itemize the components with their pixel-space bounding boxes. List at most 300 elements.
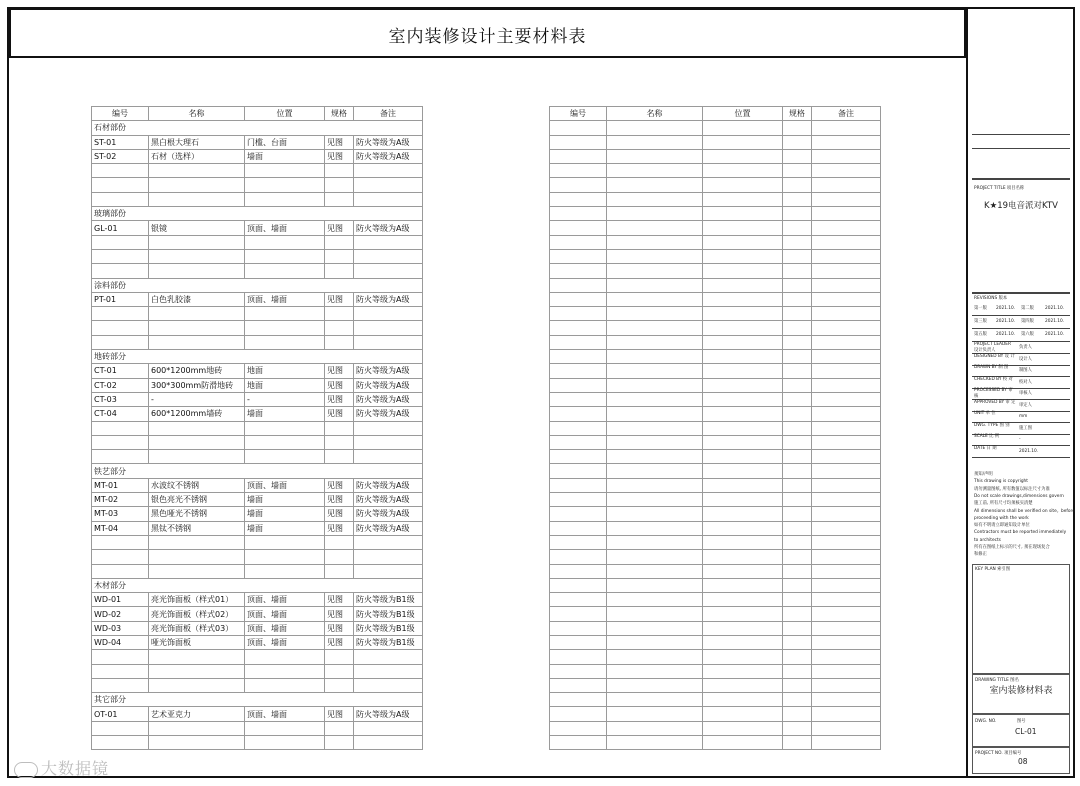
code-cell: WD-01 bbox=[92, 593, 149, 607]
empty-cell bbox=[783, 707, 812, 721]
drawing-title-label: DRAWING TITLE 图名 bbox=[975, 678, 1019, 683]
empty-cell bbox=[812, 350, 881, 364]
name-cell bbox=[149, 564, 245, 578]
location-cell bbox=[245, 535, 325, 549]
code-cell bbox=[92, 421, 149, 435]
table-row bbox=[92, 292, 423, 306]
empty-row bbox=[550, 292, 881, 306]
empty-cell bbox=[783, 292, 812, 306]
empty-cell bbox=[550, 450, 607, 464]
empty-cell bbox=[607, 221, 703, 235]
revision-entry: 2021.10. bbox=[996, 319, 1016, 324]
empty-cell bbox=[812, 593, 881, 607]
copyright-note: 所有在图纸上标示的尺寸, 须在现场复合 bbox=[974, 545, 1050, 550]
spec-cell bbox=[325, 678, 354, 692]
empty-cell bbox=[550, 364, 607, 378]
location-cell bbox=[245, 564, 325, 578]
empty-cell bbox=[607, 593, 703, 607]
empty-row bbox=[92, 421, 423, 435]
header-row bbox=[92, 107, 423, 121]
empty-cell bbox=[607, 435, 703, 449]
empty-cell bbox=[607, 249, 703, 263]
table-row bbox=[92, 621, 423, 635]
spec-cell bbox=[325, 650, 354, 664]
code-cell bbox=[92, 249, 149, 263]
empty-cell bbox=[703, 507, 783, 521]
section-heading: 玻璃部份 bbox=[92, 207, 423, 221]
remark-cell: 防火等级为A级 bbox=[354, 221, 423, 235]
title-block-divider bbox=[966, 8, 968, 776]
empty-cell bbox=[550, 707, 607, 721]
remark-cell: 防火等级为B1级 bbox=[354, 635, 423, 649]
role-value: 校对人 bbox=[1019, 379, 1032, 385]
empty-cell bbox=[607, 350, 703, 364]
code-cell: WD-02 bbox=[92, 607, 149, 621]
empty-cell bbox=[812, 450, 881, 464]
name-cell: 亮光饰面板（样式01） bbox=[149, 593, 245, 607]
empty-cell bbox=[812, 392, 881, 406]
empty-row bbox=[550, 235, 881, 249]
location-cell: 顶面、墙面 bbox=[245, 221, 325, 235]
empty-row bbox=[550, 493, 881, 507]
empty-row bbox=[550, 135, 881, 149]
empty-cell bbox=[783, 678, 812, 692]
project-name: K★19电音派对KTV bbox=[984, 201, 1058, 211]
empty-cell bbox=[783, 507, 812, 521]
spec-cell: 见图 bbox=[325, 364, 354, 378]
spec-cell bbox=[325, 721, 354, 735]
empty-cell bbox=[783, 249, 812, 263]
name-cell: 白色乳胶漆 bbox=[149, 292, 245, 306]
empty-cell bbox=[812, 249, 881, 263]
empty-cell bbox=[550, 278, 607, 292]
spec-cell bbox=[325, 335, 354, 349]
section-heading: 其它部分 bbox=[92, 693, 423, 707]
name-cell: - bbox=[149, 392, 245, 406]
empty-cell bbox=[812, 164, 881, 178]
empty-cell bbox=[783, 464, 812, 478]
location-cell bbox=[245, 721, 325, 735]
empty-row bbox=[550, 278, 881, 292]
copyright-note: 须知/声明 bbox=[974, 472, 993, 477]
empty-cell bbox=[607, 535, 703, 549]
empty-cell bbox=[550, 478, 607, 492]
revision-entry: 2021.10. bbox=[1045, 306, 1065, 311]
code-cell bbox=[92, 650, 149, 664]
empty-cell bbox=[550, 564, 607, 578]
empty-cell bbox=[812, 378, 881, 392]
empty-row bbox=[550, 335, 881, 349]
name-cell bbox=[149, 249, 245, 263]
empty-cell bbox=[783, 149, 812, 163]
section-row bbox=[92, 207, 423, 221]
role-value: 负责人 bbox=[1019, 345, 1032, 350]
empty-cell bbox=[812, 435, 881, 449]
empty-cell bbox=[607, 192, 703, 206]
empty-cell bbox=[607, 736, 703, 750]
empty-cell bbox=[812, 264, 881, 278]
empty-cell bbox=[703, 593, 783, 607]
copyright-note: Do not scale drawings,dimensions govern bbox=[974, 493, 1064, 499]
empty-cell bbox=[703, 264, 783, 278]
location-cell: 顶面、墙面 bbox=[245, 707, 325, 721]
code-cell bbox=[92, 435, 149, 449]
empty-row bbox=[550, 521, 881, 535]
empty-cell bbox=[607, 550, 703, 564]
name-cell bbox=[149, 550, 245, 564]
code-cell: CT-03 bbox=[92, 392, 149, 406]
empty-cell bbox=[550, 149, 607, 163]
location-cell: 顶面、墙面 bbox=[245, 621, 325, 635]
empty-cell bbox=[607, 321, 703, 335]
empty-cell bbox=[812, 235, 881, 249]
empty-cell bbox=[703, 307, 783, 321]
empty-cell bbox=[783, 478, 812, 492]
remark-cell: 防火等级为A级 bbox=[354, 292, 423, 306]
empty-cell bbox=[812, 192, 881, 206]
empty-cell bbox=[607, 564, 703, 578]
location-cell bbox=[245, 178, 325, 192]
code-cell: MT-04 bbox=[92, 521, 149, 535]
remark-cell bbox=[354, 650, 423, 664]
empty-cell bbox=[812, 335, 881, 349]
empty-row bbox=[92, 564, 423, 578]
section-heading: 铁艺部分 bbox=[92, 464, 423, 478]
section-heading: 地砖部分 bbox=[92, 350, 423, 364]
empty-cell bbox=[812, 307, 881, 321]
empty-cell bbox=[703, 321, 783, 335]
empty-cell bbox=[550, 607, 607, 621]
role-value: 设计人 bbox=[1019, 356, 1032, 362]
drawing-title: 室内装修材料表 bbox=[989, 686, 1053, 696]
role-label: PROCESSED BY 审 核 bbox=[974, 388, 1013, 399]
spec-cell: 见图 bbox=[325, 378, 354, 392]
code-cell bbox=[92, 178, 149, 192]
table-row bbox=[92, 593, 423, 607]
empty-cell bbox=[703, 521, 783, 535]
spec-cell bbox=[325, 264, 354, 278]
empty-cell bbox=[607, 178, 703, 192]
empty-row bbox=[550, 364, 881, 378]
empty-cell bbox=[812, 364, 881, 378]
code-cell: OT-01 bbox=[92, 707, 149, 721]
empty-cell bbox=[703, 678, 783, 692]
section-row bbox=[92, 121, 423, 135]
empty-cell bbox=[703, 535, 783, 549]
remark-cell bbox=[354, 178, 423, 192]
role-value: - bbox=[1019, 437, 1021, 442]
empty-row bbox=[92, 249, 423, 263]
empty-cell bbox=[703, 178, 783, 192]
location-cell: 墙面 bbox=[245, 407, 325, 421]
empty-cell bbox=[607, 507, 703, 521]
empty-cell bbox=[607, 264, 703, 278]
empty-row bbox=[92, 321, 423, 335]
empty-cell bbox=[607, 149, 703, 163]
empty-cell bbox=[550, 635, 607, 649]
code-cell bbox=[92, 550, 149, 564]
watermark-text: 大数据镜 bbox=[41, 759, 110, 778]
empty-cell bbox=[703, 249, 783, 263]
empty-cell bbox=[550, 307, 607, 321]
spec-cell bbox=[325, 178, 354, 192]
spec-cell bbox=[325, 192, 354, 206]
copyright-note: 如有不明请立即通知设计单位 bbox=[974, 523, 1030, 529]
project-no: 08 bbox=[1018, 757, 1028, 766]
empty-cell bbox=[607, 707, 703, 721]
empty-cell bbox=[550, 664, 607, 678]
dwg-no: CL-01 bbox=[1015, 727, 1037, 736]
name-cell: 黑钛不锈钢 bbox=[149, 521, 245, 535]
empty-cell bbox=[812, 535, 881, 549]
empty-cell bbox=[703, 192, 783, 206]
column-header: 名称 bbox=[607, 107, 703, 121]
empty-cell bbox=[703, 335, 783, 349]
empty-row bbox=[92, 178, 423, 192]
section-row bbox=[92, 350, 423, 364]
code-cell bbox=[92, 321, 149, 335]
empty-row bbox=[550, 392, 881, 406]
location-cell bbox=[245, 335, 325, 349]
column-header: 编号 bbox=[92, 107, 149, 121]
empty-cell bbox=[783, 321, 812, 335]
remark-cell bbox=[354, 664, 423, 678]
name-cell bbox=[149, 264, 245, 278]
code-cell: PT-01 bbox=[92, 292, 149, 306]
code-cell: MT-03 bbox=[92, 507, 149, 521]
empty-row bbox=[92, 164, 423, 178]
empty-cell bbox=[607, 207, 703, 221]
location-cell: 顶面、墙面 bbox=[245, 478, 325, 492]
code-cell: WD-03 bbox=[92, 621, 149, 635]
empty-row bbox=[550, 307, 881, 321]
code-cell bbox=[92, 235, 149, 249]
location-cell: 墙面 bbox=[245, 507, 325, 521]
empty-cell bbox=[550, 407, 607, 421]
table-row bbox=[92, 521, 423, 535]
location-cell bbox=[245, 307, 325, 321]
empty-cell bbox=[783, 307, 812, 321]
spec-cell: 见图 bbox=[325, 493, 354, 507]
empty-row bbox=[550, 678, 881, 692]
empty-row bbox=[550, 621, 881, 635]
empty-cell bbox=[703, 550, 783, 564]
code-cell bbox=[92, 564, 149, 578]
remark-cell bbox=[354, 235, 423, 249]
role-divider bbox=[972, 457, 1070, 458]
section-row bbox=[92, 578, 423, 592]
header-row bbox=[550, 107, 881, 121]
copyright-note: 施工前, 所有尺寸均须核实清楚 bbox=[974, 501, 1033, 507]
empty-cell bbox=[783, 264, 812, 278]
remark-cell bbox=[354, 321, 423, 335]
role-value: 2021.10. bbox=[1019, 448, 1039, 454]
empty-cell bbox=[783, 350, 812, 364]
empty-cell bbox=[703, 721, 783, 735]
empty-cell bbox=[703, 121, 783, 135]
revision-divider bbox=[972, 328, 1070, 329]
empty-cell bbox=[812, 478, 881, 492]
empty-cell bbox=[812, 550, 881, 564]
remark-cell bbox=[354, 736, 423, 750]
empty-row bbox=[550, 664, 881, 678]
code-cell bbox=[92, 450, 149, 464]
empty-cell bbox=[703, 135, 783, 149]
empty-cell bbox=[607, 450, 703, 464]
code-cell: ST-01 bbox=[92, 135, 149, 149]
role-label: DESIGNED BY 设 计 bbox=[974, 353, 1015, 359]
spec-cell bbox=[325, 435, 354, 449]
location-cell bbox=[245, 421, 325, 435]
revision-entry: 2021.10. bbox=[1045, 319, 1065, 324]
empty-cell bbox=[783, 192, 812, 206]
name-cell bbox=[149, 307, 245, 321]
empty-cell bbox=[703, 350, 783, 364]
empty-cell bbox=[550, 593, 607, 607]
remark-cell: 防火等级为B1级 bbox=[354, 607, 423, 621]
spec-cell bbox=[325, 421, 354, 435]
remark-cell bbox=[354, 307, 423, 321]
remark-cell: 防火等级为A级 bbox=[354, 135, 423, 149]
empty-cell bbox=[812, 464, 881, 478]
empty-cell bbox=[812, 407, 881, 421]
empty-cell bbox=[607, 307, 703, 321]
location-cell bbox=[245, 249, 325, 263]
spec-cell: 见图 bbox=[325, 478, 354, 492]
name-cell: 艺术亚克力 bbox=[149, 707, 245, 721]
empty-cell bbox=[607, 621, 703, 635]
empty-row bbox=[92, 736, 423, 750]
empty-cell bbox=[550, 221, 607, 235]
name-cell: 银色亮光不锈钢 bbox=[149, 493, 245, 507]
watermark-logo-icon bbox=[14, 762, 38, 778]
empty-row bbox=[550, 407, 881, 421]
spec-cell bbox=[325, 235, 354, 249]
empty-row bbox=[92, 650, 423, 664]
empty-row bbox=[550, 507, 881, 521]
role-value: 审核人 bbox=[1019, 391, 1032, 396]
empty-row bbox=[92, 450, 423, 464]
empty-cell bbox=[812, 650, 881, 664]
empty-cell bbox=[550, 678, 607, 692]
column-header: 规格 bbox=[783, 107, 812, 121]
empty-cell bbox=[703, 421, 783, 435]
empty-cell bbox=[550, 693, 607, 707]
copyright-note: 请勿测量图纸, 所有数值以标注尺寸为准 bbox=[974, 486, 1050, 492]
name-cell bbox=[149, 178, 245, 192]
column-header: 位置 bbox=[245, 107, 325, 121]
empty-cell bbox=[703, 635, 783, 649]
empty-cell bbox=[812, 421, 881, 435]
empty-cell bbox=[812, 607, 881, 621]
empty-row bbox=[550, 192, 881, 206]
empty-cell bbox=[812, 693, 881, 707]
empty-cell bbox=[703, 707, 783, 721]
empty-row bbox=[550, 435, 881, 449]
column-header: 备注 bbox=[354, 107, 423, 121]
empty-cell bbox=[550, 621, 607, 635]
location-cell bbox=[245, 678, 325, 692]
empty-cell bbox=[607, 635, 703, 649]
empty-cell bbox=[783, 736, 812, 750]
empty-row bbox=[550, 635, 881, 649]
section-heading: 木材部分 bbox=[92, 578, 423, 592]
empty-row bbox=[550, 421, 881, 435]
empty-cell bbox=[783, 335, 812, 349]
location-cell: 顶面、墙面 bbox=[245, 593, 325, 607]
empty-cell bbox=[783, 207, 812, 221]
empty-cell bbox=[607, 464, 703, 478]
section-row bbox=[92, 464, 423, 478]
empty-cell bbox=[783, 121, 812, 135]
empty-cell bbox=[703, 149, 783, 163]
name-cell bbox=[149, 321, 245, 335]
location-cell bbox=[245, 664, 325, 678]
watermark bbox=[14, 756, 109, 779]
spec-cell bbox=[325, 564, 354, 578]
empty-cell bbox=[550, 464, 607, 478]
revisions-label: REVISIONS 版本 bbox=[974, 296, 1008, 301]
empty-cell bbox=[812, 278, 881, 292]
empty-cell bbox=[550, 249, 607, 263]
empty-cell bbox=[703, 450, 783, 464]
spec-cell: 见图 bbox=[325, 607, 354, 621]
table-row bbox=[92, 392, 423, 406]
column-header: 规格 bbox=[325, 107, 354, 121]
empty-cell bbox=[550, 164, 607, 178]
location-cell bbox=[245, 736, 325, 750]
empty-row bbox=[550, 478, 881, 492]
copyright-note: to architects bbox=[974, 537, 1001, 543]
role-label: CHECKED BY 校 对 bbox=[974, 376, 1013, 382]
name-cell bbox=[149, 650, 245, 664]
remark-cell: 防火等级为B1级 bbox=[354, 621, 423, 635]
empty-cell bbox=[783, 535, 812, 549]
empty-cell bbox=[550, 207, 607, 221]
empty-cell bbox=[703, 578, 783, 592]
location-cell: 顶面、墙面 bbox=[245, 607, 325, 621]
empty-cell bbox=[812, 493, 881, 507]
role-value: 施工图 bbox=[1019, 425, 1032, 431]
empty-row bbox=[92, 235, 423, 249]
dwg-no-cn-label: 图号 bbox=[1017, 719, 1026, 724]
empty-row bbox=[550, 707, 881, 721]
table-row bbox=[92, 364, 423, 378]
empty-cell bbox=[703, 693, 783, 707]
empty-cell bbox=[550, 650, 607, 664]
empty-row bbox=[550, 578, 881, 592]
name-cell: 黑色哑光不锈钢 bbox=[149, 507, 245, 521]
empty-cell bbox=[812, 721, 881, 735]
empty-row bbox=[550, 450, 881, 464]
empty-cell bbox=[607, 292, 703, 306]
empty-cell bbox=[812, 221, 881, 235]
empty-cell bbox=[783, 278, 812, 292]
copyright-note: Contractors must be reported immediately bbox=[974, 530, 1067, 536]
location-cell: 门槛、台面 bbox=[245, 135, 325, 149]
empty-cell bbox=[783, 364, 812, 378]
empty-cell bbox=[703, 278, 783, 292]
remark-cell: 防火等级为A级 bbox=[354, 378, 423, 392]
spec-cell: 见图 bbox=[325, 593, 354, 607]
spec-cell: 见图 bbox=[325, 221, 354, 235]
code-cell: CT-04 bbox=[92, 407, 149, 421]
empty-cell bbox=[607, 164, 703, 178]
spec-cell bbox=[325, 307, 354, 321]
empty-cell bbox=[703, 464, 783, 478]
empty-row bbox=[92, 307, 423, 321]
page-title: 室内装修设计主要材料表 bbox=[388, 27, 587, 47]
